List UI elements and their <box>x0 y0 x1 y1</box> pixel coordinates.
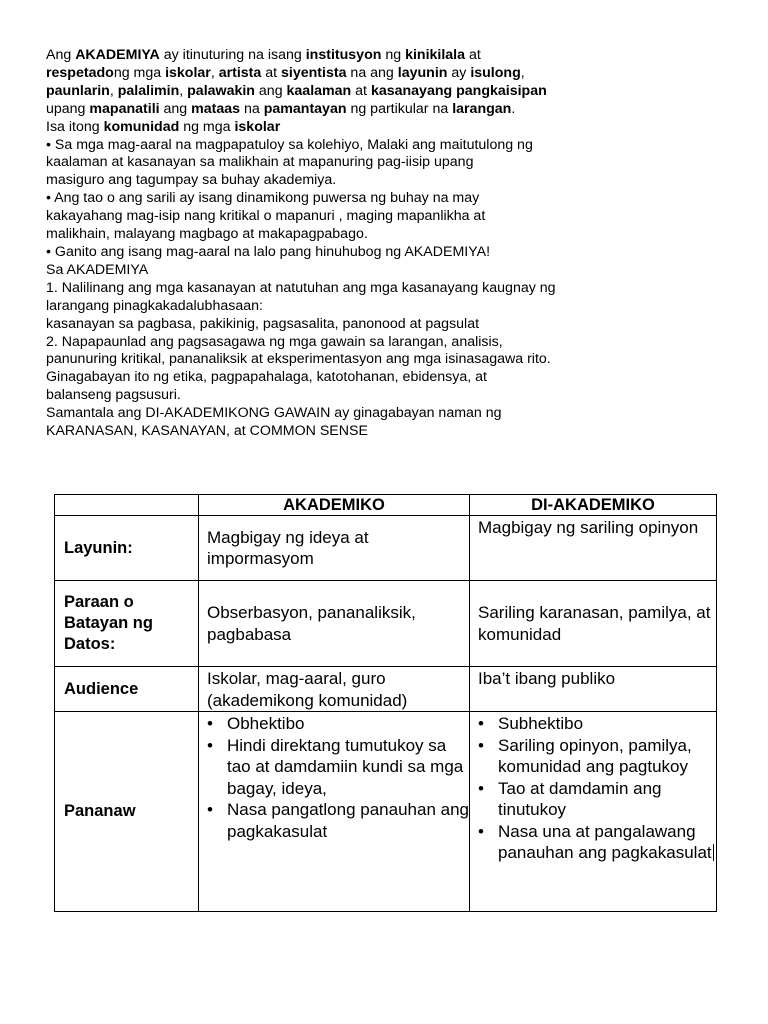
text-segment: larangang pinagkakadalubhasaan: <box>46 297 263 314</box>
text-segment: • Ang tao o ang sarili ay isang dinamikong puwersa ng buhay na may <box>46 190 480 207</box>
text-segment: at <box>351 82 371 99</box>
text-line <box>46 154 606 172</box>
comparison-table <box>54 494 717 912</box>
text-segment: Samantala ang DI-AKADEMIKONG GAWAIN ay ginagabayan naman ng <box>46 405 502 422</box>
text-line <box>46 208 606 226</box>
text-segment: kakayahang mag-isip nang kritikal o mapanuri , maging mapanlikha at <box>46 208 486 225</box>
text-segment: , <box>520 64 525 81</box>
text-segment: , <box>210 64 219 81</box>
row-label-layunin: Layunin: <box>55 516 199 581</box>
bold-term: paunlarin <box>46 82 110 99</box>
bold-term: isulong <box>470 64 521 81</box>
bold-term: mataas <box>191 100 241 117</box>
text-line <box>46 334 606 352</box>
text-segment: kaalaman at kasanayan sa malikhain at mapanuring pag-iisip upang <box>46 154 474 171</box>
bold-term: iskolar <box>234 118 281 135</box>
text-line <box>46 280 606 298</box>
text-segment: at <box>261 64 282 81</box>
text-segment: ang <box>254 82 287 99</box>
text-line <box>46 369 606 387</box>
text-segment: , <box>109 82 118 99</box>
text-segment: . <box>511 100 516 117</box>
text-line <box>46 190 606 208</box>
text-segment: , <box>179 82 188 99</box>
bold-term: larangan <box>452 100 512 117</box>
bullet-item: • Hindi direktang tumutukoy sa tao at damdamiin kundi sa mga bagay, ideya, <box>199 735 469 800</box>
text-segment: 2. Napapaunlad ang pagsasagawa ng mga gawain sa larangan, analisis, <box>46 333 503 350</box>
text-line <box>46 226 606 244</box>
text-segment: ang <box>159 100 192 117</box>
text-line <box>46 137 606 155</box>
bullet-item: • Subhektibo <box>470 713 716 735</box>
text-line <box>46 298 606 316</box>
text-segment: ng mga <box>179 118 235 135</box>
bullet-item: • Obhektibo <box>199 713 469 735</box>
bullet-item: • Sariling opinyon, pamilya, komunidad ang pagtukoy <box>470 735 716 778</box>
cell-pananaw-di-akademiko <box>470 712 717 912</box>
text-segment: • Ganito ang isang mag-aaral na lalo pang hinuhubog ng AKADEMIYA! <box>46 243 491 260</box>
text-segment: ay <box>447 64 471 81</box>
bold-term: mapanatili <box>89 100 160 117</box>
text-segment: Ginagabayan ito ng etika, pagpapahalaga, katotohanan, ebidensya, at <box>46 369 487 386</box>
bold-term: kinikilala <box>405 47 466 63</box>
bold-term: iskolar <box>165 64 211 81</box>
text-line <box>46 316 606 334</box>
table-row-layunin <box>55 516 717 581</box>
text-segment: ng <box>381 47 406 63</box>
cell-audience-di-akademiko: Iba’t ibang publiko <box>470 667 717 712</box>
bold-term: kasanayang pangkaisipan <box>370 82 547 99</box>
cell-paraan-di-akademiko: Sariling karanasan, pamilya, at komunidad <box>470 581 717 667</box>
bold-term: institusyon <box>305 47 382 63</box>
bold-term: siyentista <box>281 64 347 81</box>
cell-pananaw-akademiko <box>199 712 470 912</box>
text-line <box>46 244 606 262</box>
table-header-row <box>55 495 717 516</box>
table-row-pananaw <box>55 712 717 912</box>
row-label-paraan: Paraan o Batayan ng Datos: <box>55 581 199 667</box>
cell-layunin-di-akademiko: Magbigay ng sariling opinyon <box>470 516 717 581</box>
text-segment: kasanayan sa pagbasa, pakikinig, pagsasalita, panonood at pagsulat <box>46 315 480 332</box>
text-segment: na ang <box>346 64 398 81</box>
cell-layunin-akademiko: Magbigay ng ideya at impormasyom <box>199 516 470 581</box>
bold-term: kaalaman <box>286 82 352 99</box>
cell-audience-akademiko: Iskolar, mag-aaral, guro (akademikong komunidad) <box>199 667 470 712</box>
text-line <box>46 262 606 280</box>
text-segment: Ang <box>46 47 76 63</box>
bold-term: palawakin <box>187 82 255 99</box>
text-line <box>46 172 606 190</box>
text-line <box>46 83 606 101</box>
text-line <box>46 47 606 65</box>
text-segment: balanseng pagsusuri. <box>46 387 181 404</box>
bold-term: respetado <box>46 64 114 81</box>
header-akademiko: AKADEMIKO <box>199 495 470 516</box>
text-line <box>46 351 606 369</box>
text-line <box>46 423 606 441</box>
text-segment: Isa itong <box>46 118 104 135</box>
text-line <box>46 405 606 423</box>
header-empty-cell <box>55 495 199 516</box>
bold-term: layunin <box>397 64 448 81</box>
bullet-item: • Nasa pangatlong panauhan ang pagkakasulat <box>199 799 469 842</box>
bold-term: komunidad <box>103 118 180 135</box>
table-row-paraan <box>55 581 717 667</box>
text-segment: • Sa mga mag-aaral na magpapatuloy sa kolehiyo, Malaki ang maitutulong ng <box>46 136 533 153</box>
bullet-item: • Nasa una at pangalawang panauhan ang pagkakasulat <box>470 821 716 864</box>
table-row-audience <box>55 667 717 712</box>
bullet-item: • Tao at damdamin ang tinutukoy <box>470 778 716 821</box>
text-line <box>46 387 606 405</box>
text-segment: ng partikular na <box>346 100 453 117</box>
text-segment: 1. Nalilinang ang mga kasanayan at natutuhan ang mga kasanayang kaugnay ng <box>46 279 556 296</box>
text-segment: at <box>465 47 481 63</box>
pananaw-di-akademiko-list <box>470 713 716 864</box>
text-line <box>46 119 606 137</box>
row-label-pananaw: Pananaw <box>55 712 199 912</box>
text-segment: Sa AKADEMIYA <box>46 261 149 278</box>
text-segment: ng mga <box>113 64 166 81</box>
pananaw-akademiko-list <box>199 713 469 842</box>
text-segment: upang <box>46 100 90 117</box>
text-segment: KARANASAN, KASANAYAN, at COMMON SENSE <box>46 423 368 440</box>
text-line <box>46 101 606 119</box>
text-segment: na <box>240 100 264 117</box>
cell-paraan-akademiko: Obserbasyon, pananaliksik, pagbabasa <box>199 581 470 667</box>
text-segment: malikhain, malayang magbago at makapagpabago. <box>46 226 368 243</box>
text-segment: panunuring kritikal, pananaliksik at eksperimentasyon ang mga isinasagawa rito. <box>46 351 551 368</box>
text-line <box>46 65 606 83</box>
header-di-akademiko: DI-AKADEMIKO <box>470 495 717 516</box>
bold-term: palalimin <box>117 82 180 99</box>
text-cursor <box>713 844 714 861</box>
text-segment: masiguro ang tagumpay sa buhay akademiya. <box>46 172 337 189</box>
row-label-audience: Audience <box>55 667 199 712</box>
body-text <box>46 47 606 441</box>
bold-term: artista <box>218 64 262 81</box>
text-segment: ay itinuturing na isang <box>159 47 306 63</box>
bold-term: pamantayan <box>263 100 347 117</box>
bold-term: AKADEMIYA <box>75 47 160 63</box>
